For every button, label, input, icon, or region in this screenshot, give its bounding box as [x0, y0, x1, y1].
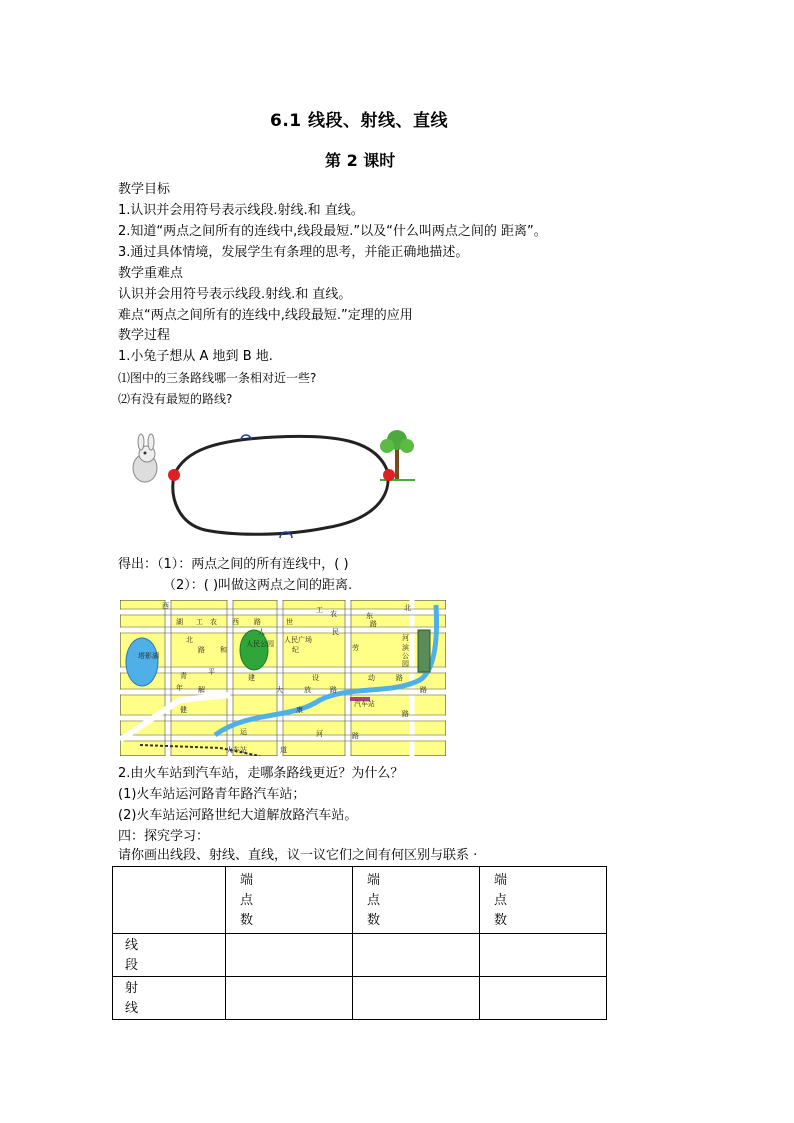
point-b — [383, 469, 395, 481]
table-header-cell: 端 点 数 — [353, 867, 480, 934]
key-1: 认识并会用符号表示线段.射线.和 直线。 — [118, 287, 352, 302]
route-diagram — [125, 420, 425, 550]
question-2: 2.由火车站到汽车站，走哪条路线更近？为什么？ — [118, 766, 404, 781]
map-label: 劳 — [352, 644, 359, 652]
map-label: 北 — [404, 604, 411, 612]
goal-2: 2.知道“两点之间所有的连线中,线段最短.”以及“什么叫两点之间的 距离”。 — [118, 224, 547, 239]
table-header-cell: 端 点 数 — [226, 867, 353, 934]
question-1b: ⑵有没有最短的路线? — [118, 392, 233, 406]
point-a — [168, 469, 180, 481]
page-subtitle: 第 2 课时 — [325, 151, 396, 170]
table-cell[interactable] — [353, 977, 480, 1020]
map-label: 湖 — [176, 618, 183, 626]
map-label: 河 — [316, 730, 323, 738]
map-label: 世 — [286, 618, 293, 626]
city-map — [120, 600, 446, 756]
map-label: 路 — [370, 620, 377, 628]
map-label: 大 — [276, 686, 283, 694]
question-1: 1.小兔子想从 A 地到 B 地. — [118, 349, 273, 364]
map-label: 园 — [402, 660, 409, 668]
goal-3: 3.通过具体情境，发展学生有条理的思考，并能正确地描述。 — [118, 245, 469, 260]
table-row — [113, 934, 607, 977]
park — [240, 630, 268, 670]
map-label: 建 — [248, 674, 255, 682]
map-label: 民 — [332, 628, 339, 636]
question-1a: ⑴图中的三条路线哪一条相对近一些? — [118, 371, 317, 385]
route-loop — [173, 436, 388, 534]
rabbit-icon — [133, 434, 157, 482]
map-label: 汽车站 — [354, 700, 375, 708]
map-label: 和 — [220, 646, 227, 654]
map-label: 平 — [208, 668, 215, 676]
map-label: 河 — [402, 634, 409, 642]
map-label: 路 — [402, 710, 409, 718]
table-header-cell: 端 点 数 — [480, 867, 607, 934]
map-label: 路 — [254, 618, 261, 626]
row-label-cell: 射 线 — [113, 977, 226, 1020]
map-label: 路 — [420, 686, 427, 694]
comparison-table — [112, 866, 607, 1020]
question-2b: (2)火车站运河路世纪大道解放路汽车站。 — [118, 808, 358, 823]
conclusion-2: （2）：( )叫做这两点之间的距离. — [163, 578, 353, 593]
map-label: 青 — [180, 672, 187, 680]
map-label: 农 — [210, 618, 217, 626]
map-label: 纪 — [292, 646, 299, 654]
question-2a: (1)火车站运河路青年路汽车站； — [118, 787, 306, 802]
map-label: 塔影湖 — [138, 652, 159, 660]
row-label-cell: 线 段 — [113, 934, 226, 977]
map-label: 人 — [258, 628, 265, 636]
key-heading: 教学重难点 — [118, 266, 184, 281]
map-label: 路 — [352, 732, 359, 740]
explore-heading: 四：探究学习： — [118, 829, 210, 844]
map-label: 人民广场 — [284, 636, 312, 644]
explore-text: 请你画出线段、射线、直线，议一议它们之间有何区别与联系 · — [118, 848, 478, 863]
map-label: 农 — [330, 610, 337, 618]
table-cell[interactable] — [226, 977, 353, 1020]
lake — [126, 638, 158, 686]
map-label: 康 — [296, 706, 303, 714]
map-label: 北 — [186, 636, 193, 644]
table-cell[interactable] — [353, 934, 480, 977]
table-cell[interactable] — [480, 977, 607, 1020]
conclusion-1: 得出：（1）：两点之间的所有连线中，( ) — [118, 557, 349, 572]
key-2: 难点“两点之间所有的连线中,线段最短.”定理的应用 — [118, 308, 413, 323]
map-label: 路 — [198, 646, 205, 654]
map-label: 火车站 — [226, 746, 247, 754]
map-label: 东 — [366, 612, 373, 620]
map-label: 动 — [368, 674, 375, 682]
map-label: 公 — [402, 652, 409, 660]
table-header-cell — [113, 867, 226, 934]
map-label: 人民公园 — [246, 640, 274, 648]
map-label: 西 — [162, 602, 169, 610]
table-cell[interactable] — [226, 934, 353, 977]
goals-heading: 教学目标 — [118, 182, 171, 197]
map-label: 路 — [396, 674, 403, 682]
map-label: 道 — [280, 746, 287, 754]
map-label: 解 — [198, 686, 205, 694]
map-label: 西 — [232, 618, 239, 626]
table-cell[interactable] — [480, 934, 607, 977]
table-row — [113, 977, 607, 1020]
map-label: 滨 — [402, 644, 409, 652]
map-label: 年 — [176, 684, 183, 692]
goal-1: 1.认识并会用符号表示线段.射线.和 直线。 — [118, 203, 364, 218]
map-label: 放 — [304, 686, 311, 694]
map-label: 工 — [196, 618, 203, 626]
map-label: 路 — [330, 686, 337, 694]
page-title: 6.1 线段、射线、直线 — [270, 111, 449, 131]
map-label: 设 — [312, 674, 319, 682]
map-label: 健 — [180, 706, 187, 714]
table-header-row — [113, 867, 607, 934]
map-label: 工 — [316, 606, 323, 614]
process-heading: 教学过程 — [118, 328, 171, 343]
map-label: 运 — [240, 728, 247, 736]
